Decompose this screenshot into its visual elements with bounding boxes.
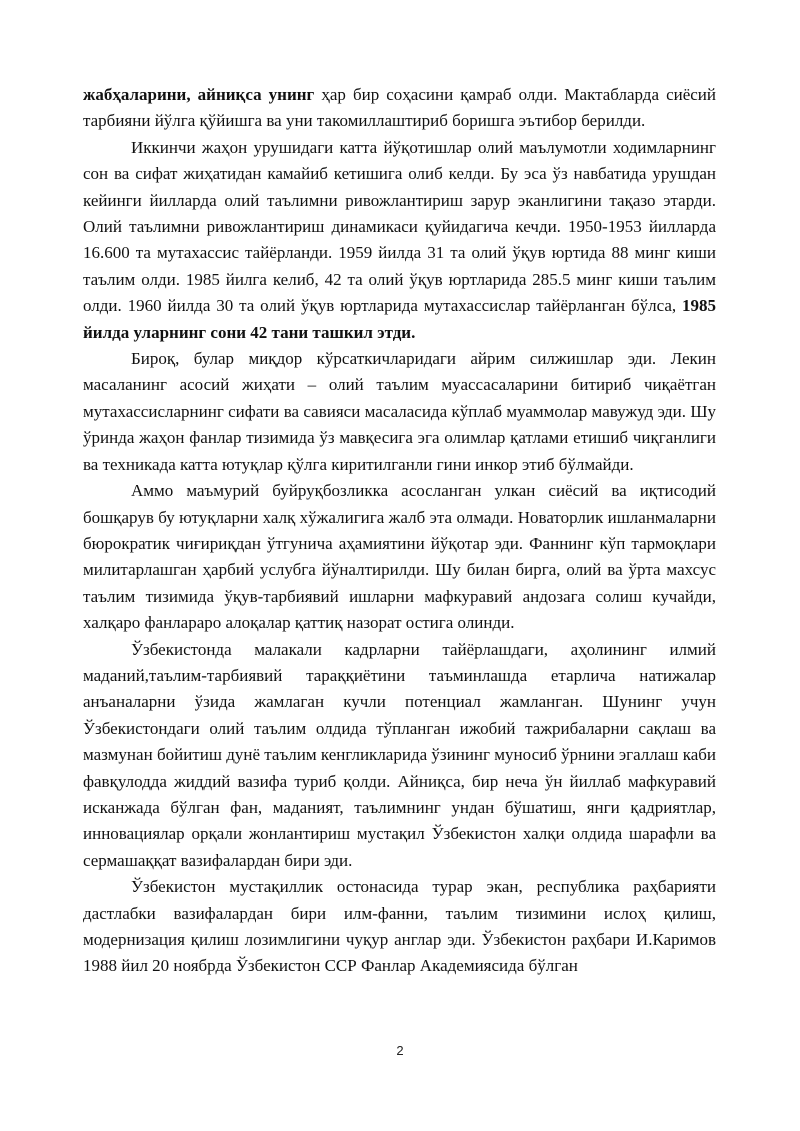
paragraph-4 [83, 478, 716, 636]
text-run: Ўзбекистонда малакали кадрларни тайёрлашдаги, аҳолининг илмий маданий,таълим-тарбиявий тараққиётини таъминлашда етарлича натижалар анъаналарни ўзида жамлаган кучли потенциал жамланган. Шунинг учун Ўзбекистондаги олий таълим олдида тўпланган ижобий тажрибаларни сақлаш ва мазмунан бойитиш дунё таълим кенгликларида ўзининг муносиб ўрнини эгаллаш каби фавқулодда жиддий вазифа туриб қолди. Айниқса, бир неча ўн йиллаб мафкуравий исканжада бўлган фан, маданият, таълимнинг ундан бўшатиш, янги қадриятлар, инновациялар орқали жонлантириш мустақил Ўзбекистон халқи олдида шарафли ва сермашаққат вазифалардан бири эди. [83, 639, 716, 870]
text-run: Аммо маъмурий буйруқбозликка асосланган улкан сиёсий ва иқтисодий бошқарув бу ютуқларни халқ хўжалигига жалб эта олмади. Новаторлик ишланмаларни бюрократик чиғириқдан ўтгунича аҳамиятини йўқотар эди. Фаннинг кўп тармоқлари милитарлашган ҳарбий услубга йўналтирилди. Шу билан бирга, олий ва ўрта махсус таълим тизимида ўқув-тарбиявий ишларни мафкуравий андозага солиш кучайди, халқаро фанлараро алоқалар қаттиқ назорат остига олинди. [83, 481, 716, 633]
text-run: Ўзбекистон мустақиллик остонасида турар экан, республика раҳбарияти дастлабки вазифалардан бири илм-фанни, таълим тизимини ислоҳ қилиш, модернизация қилиш лозимлигини чуқур англар эди. Ўзбекистон раҳбари И.Каримов 1988 йил 20 ноябрда Ўзбекистон ССР Фанлар Академиясида бўлган [83, 877, 716, 976]
paragraph-2 [83, 135, 716, 346]
text-run: ҳар бир соҳасини қамраб олди. Мактабларда сиёсий тарбияни йўлга қўйишга ва уни такомиллаштириб боришга эътибор берилди. [83, 85, 716, 131]
bold-run: 1985 йилда уларнинг сони 42 тани ташкил этди. [83, 296, 716, 342]
text-run: Иккинчи жаҳон урушидаги катта йўқотишлар олий маълумотли ходимларнинг сон ва сифат жиҳатидан камайиб кетишига олиб келди. Бу эса ўз навбатида урушдан кейинги йилларда олий таълимни ривожлантириш зарур эканлигини тақазо этарди. Олий таълимни ривожлантириш динамикаси қуйидагича кечди. 1950-1953 йилларда 16.600 та мутахассис тайёрланди. 1959 йилда 31 та олий ўқув юртида 88 минг киши таълим олди. 1985 йилга келиб, 42 та олий ўқув юртларида 285.5 минг киши таълим олди. 1960 йилда 30 та олий ўқув юртларида мутахассислар тайёрланган бўлса, [83, 137, 716, 316]
page-number: 2 [396, 1043, 404, 1058]
paragraph-1 [83, 82, 716, 135]
bold-run: жабҳаларини, айниқса унинг [83, 85, 315, 104]
text-run: Бироқ, булар миқдор кўрсаткичларидаги айрим силжишлар эди. Лекин масаланинг асосий жиҳати – олий таълим муассасаларини битириб чиқаётган мутахассисларнинг сифати ва савияси масаласида кўплаб муаммолар мавужуд эди. Шу ўринда жаҳон фанлар тизимида ўз мавқесига эга олимлар қатлами етишиб чиқганлиги ва техникада катта ютуқлар қўлга киритилганли гини инкор этиб бўлмайди. [83, 349, 716, 474]
paragraph-3 [83, 346, 716, 478]
paragraph-6 [83, 874, 716, 980]
body-text [83, 82, 716, 980]
paragraph-5 [83, 637, 716, 875]
